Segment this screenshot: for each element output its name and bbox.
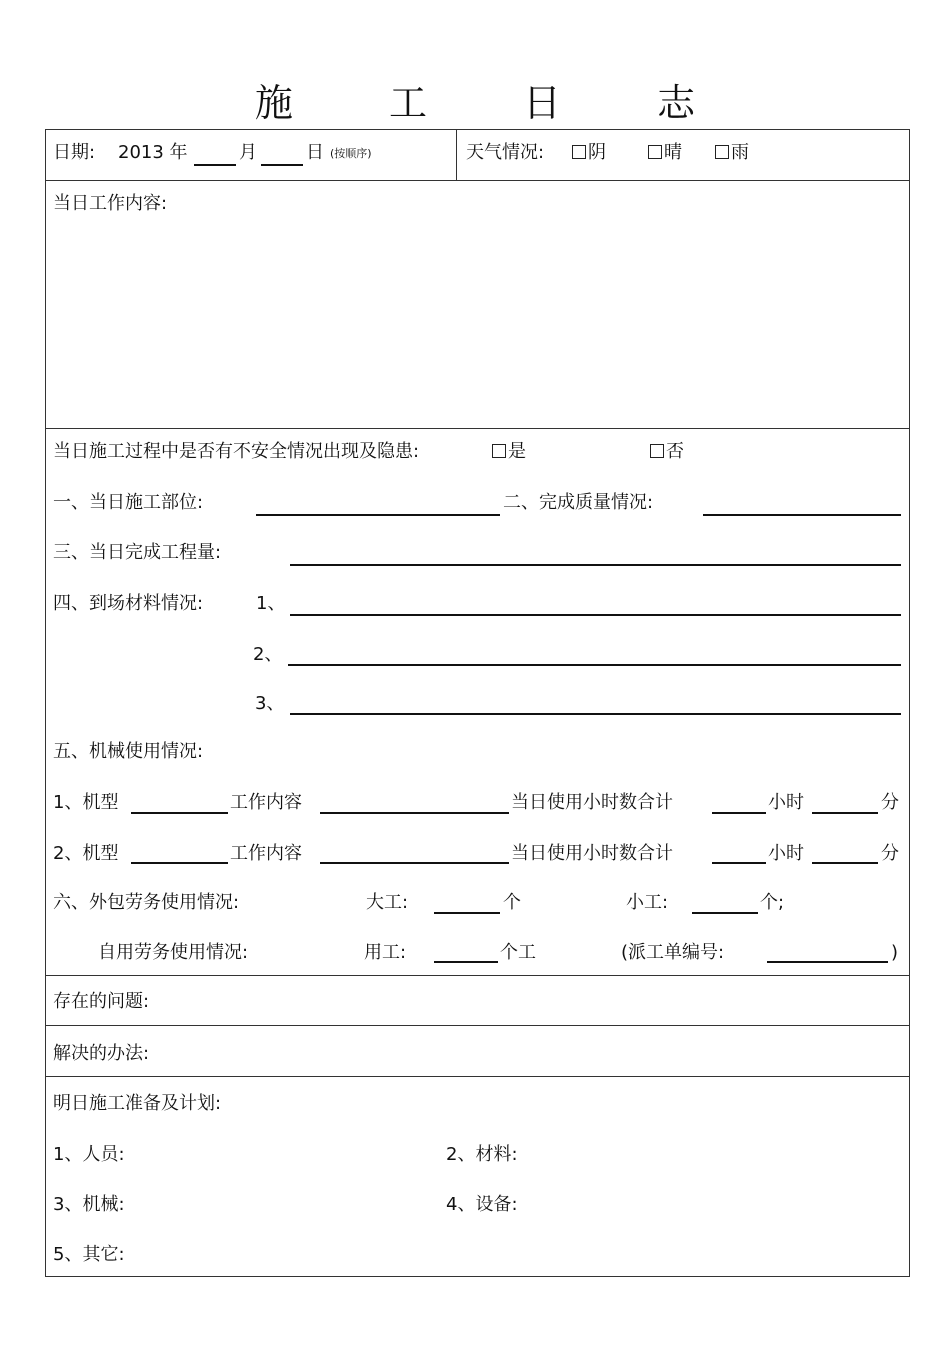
labor-used-label: 用工:: [364, 942, 407, 963]
plan-personnel-label: 1、人员:: [53, 1144, 125, 1165]
hour-unit: 小时: [768, 792, 804, 813]
material-number: 2、: [253, 644, 283, 665]
machine-hours-label: 当日使用小时数合计: [511, 843, 673, 864]
machine-minutes-field[interactable]: [812, 862, 878, 864]
construction-part-field[interactable]: [256, 514, 500, 516]
skilled-worker-field[interactable]: [434, 912, 500, 914]
plan-label: 明日施工准备及计划:: [53, 1093, 222, 1114]
machine-content-field[interactable]: [320, 812, 509, 814]
material-field-2[interactable]: [288, 664, 901, 666]
weather-option-rain[interactable]: 雨: [715, 144, 749, 162]
safety-yes-option[interactable]: 是: [492, 443, 526, 461]
machine-hours-field[interactable]: [712, 862, 766, 864]
skilled-worker-unit: 个: [503, 892, 521, 913]
row-divider: [45, 975, 910, 976]
material-number: 3、: [255, 693, 285, 714]
materials-label: 四、到场材料情况:: [53, 593, 204, 614]
machine-model-label: 2、机型: [53, 843, 119, 864]
checkbox-icon[interactable]: [650, 444, 664, 458]
dispatch-number-field[interactable]: [767, 961, 888, 963]
month-field[interactable]: [194, 164, 236, 166]
plan-other-label: 5、其它:: [53, 1244, 125, 1265]
minute-unit: 分: [881, 792, 899, 813]
solutions-label: 解决的办法:: [53, 1043, 150, 1064]
dispatch-number-label: (派工单编号:: [621, 942, 725, 963]
row-divider: [45, 1025, 910, 1026]
dispatch-close: ): [891, 942, 899, 963]
machine-content-label: 工作内容: [230, 792, 302, 813]
helper-worker-unit: 个;: [760, 892, 785, 913]
problems-label: 存在的问题:: [53, 991, 150, 1012]
checkbox-icon[interactable]: [572, 145, 586, 159]
labor-used-unit: 个工: [500, 942, 536, 963]
quality-field[interactable]: [703, 514, 901, 516]
row-divider: [45, 428, 910, 429]
quantity-label: 三、当日完成工程量:: [53, 542, 222, 563]
machine-model-field[interactable]: [131, 862, 228, 864]
checkbox-icon[interactable]: [648, 145, 662, 159]
helper-worker-label: 小工:: [626, 892, 669, 913]
machine-content-label: 工作内容: [230, 843, 302, 864]
header-divider: [456, 129, 457, 181]
outsourced-labor-label: 六、外包劳务使用情况:: [53, 892, 240, 913]
helper-worker-field[interactable]: [692, 912, 758, 914]
machine-model-label: 1、机型: [53, 792, 119, 813]
plan-materials-label: 2、材料:: [446, 1144, 518, 1165]
machine-model-field[interactable]: [131, 812, 228, 814]
month-label: 月: [239, 142, 257, 163]
minute-unit: 分: [881, 843, 899, 864]
page-title: 施 工 日 志: [254, 81, 738, 125]
quality-label: 二、完成质量情况:: [503, 492, 654, 513]
row-divider: [45, 1076, 910, 1077]
work-content-area[interactable]: [53, 220, 903, 420]
machine-hours-field[interactable]: [712, 812, 766, 814]
plan-equipment-label: 4、设备:: [446, 1194, 518, 1215]
order-note: (按顺序): [330, 147, 372, 160]
machine-label: 五、机械使用情况:: [53, 741, 204, 762]
weather-label: 天气情况:: [466, 142, 545, 163]
weather-option-cloudy[interactable]: 阴: [572, 144, 606, 162]
work-content-label: 当日工作内容:: [53, 193, 168, 214]
labor-used-field[interactable]: [434, 961, 498, 963]
machine-hours-label: 当日使用小时数合计: [511, 792, 673, 813]
material-number: 1、: [256, 593, 286, 614]
skilled-worker-label: 大工:: [366, 892, 409, 913]
safety-no-option[interactable]: 否: [650, 443, 684, 461]
material-field-1[interactable]: [290, 614, 901, 616]
safety-question: 当日施工过程中是否有不安全情况出现及隐患:: [53, 441, 420, 462]
self-labor-label: 自用劳务使用情况:: [98, 942, 249, 963]
day-field[interactable]: [261, 164, 303, 166]
quantity-field[interactable]: [290, 564, 901, 566]
hour-unit: 小时: [768, 843, 804, 864]
year-text: 2013 年: [118, 142, 188, 163]
construction-part-label: 一、当日施工部位:: [53, 492, 204, 513]
plan-machinery-label: 3、机械:: [53, 1194, 125, 1215]
checkbox-icon[interactable]: [492, 444, 506, 458]
checkbox-icon[interactable]: [715, 145, 729, 159]
row-divider: [45, 180, 910, 181]
weather-option-sunny[interactable]: 晴: [648, 144, 682, 162]
day-label: 日: [306, 142, 324, 163]
material-field-3[interactable]: [290, 713, 901, 715]
machine-content-field[interactable]: [320, 862, 509, 864]
machine-minutes-field[interactable]: [812, 812, 878, 814]
date-label: 日期:: [53, 142, 96, 163]
